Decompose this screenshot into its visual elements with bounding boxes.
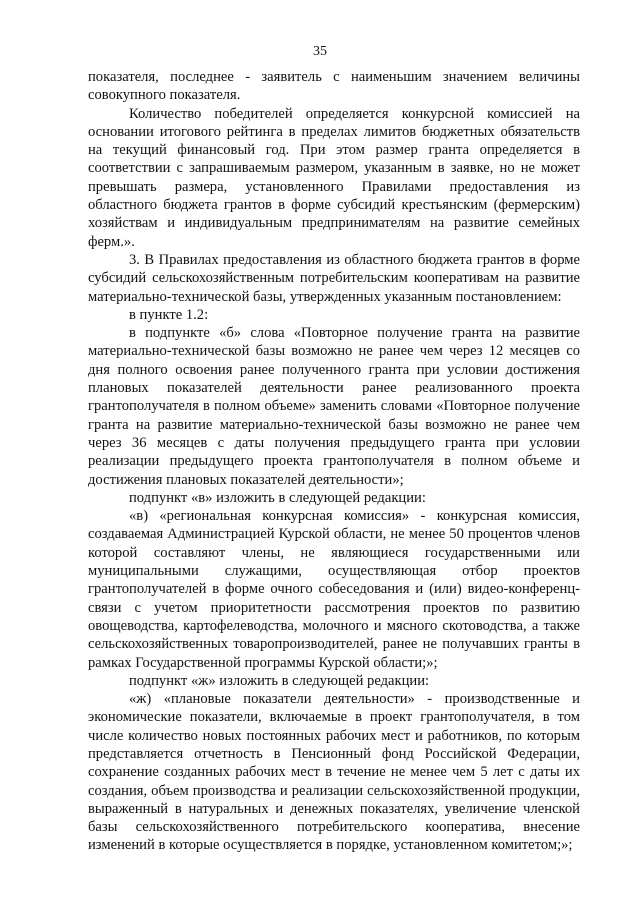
page-number: 35 <box>313 44 327 59</box>
paragraph: в пункте 1.2: <box>129 306 209 323</box>
paragraph: подпункт «ж» изложить в следующей редакции: <box>129 672 430 689</box>
paragraph: Количество победителей определяется конкурсной комиссией на основании итогового рейтинга в пределах лимитов бюджетных обязательств на текущий финансовый год. При этом размер гранта определяется в соответствии с запрашиваемым размером, указанным в заявке, но не может превышать размера, установленного Правилами предоставления из областного бюджета грантов в форме субсидий крестьянским (фермерским) хозяйствам и индивидуальным предпринимателям на развитие семейных ферм.». <box>88 105 580 250</box>
paragraph: 3. В Правилах предоставления из областного бюджета грантов в форме субсидий сельскохозяйственным потребительским кооперативам на развитие материально-технической базы, утвержденных указанным постановлением: <box>88 251 580 305</box>
paragraph: показателя, последнее - заявитель с наименьшим значением величины совокупного показателя. <box>88 69 580 104</box>
paragraph: «в) «региональная конкурсная комиссия» - конкурсная комиссия, создаваемая Администрацией Курской области, не менее 50 процентов членов которой составляют члены, не являющиеся государственными или муниципальными служащими, осуществляющая отбор проектов грантополучателей в форме очного собеседования и (или) видео-конференц-связи с учетом приоритетности рассмотрения проектов по развитию овощеводства, картофелеводства, молочного и мясного скотоводства, а также сельскохозяйственных товаропроизводителей, ранее не получавших гранты в рамках Государственной программы Курской области;»; <box>88 508 580 671</box>
document-body <box>88 68 580 855</box>
paragraph: в подпункте «б» слова «Повторное получение гранта на развитие материально-технической базы возможно не ранее чем через 12 месяцев со дня полного освоения ранее полученного гранта при условии достижения плановых показателей деятельности ранее реализованного проекта грантополучателя в полном объеме» заменить словами «Повторное получение гранта на развитие материально-технической базы возможно не ранее чем через 36 месяцев с даты получения предыдущего гранта при условии реализации предыдущего проекта грантополучателя в полном объеме и достижения плановых показателей деятельности»; <box>88 325 580 488</box>
paragraph: «ж) «плановые показатели деятельности» - производственные и экономические показатели, включаемые в проект грантополучателя, в том числе количество новых постоянных рабочих мест и работников, по которым представляется отчетность в Пенсионный фонд Российской Федерации, сохранение созданных рабочих мест в течение не менее чем 5 лет с даты их создания, объем производства и реализации сельскохозяйственной продукции, выраженный в натуральных и денежных показателях, увеличение членской базы сельскохозяйственного потребительского кооператива, внесение изменений в которые осуществляется в порядке, установленном комитетом;»; <box>88 691 580 854</box>
paragraph: подпункт «в» изложить в следующей редакции: <box>129 489 426 506</box>
